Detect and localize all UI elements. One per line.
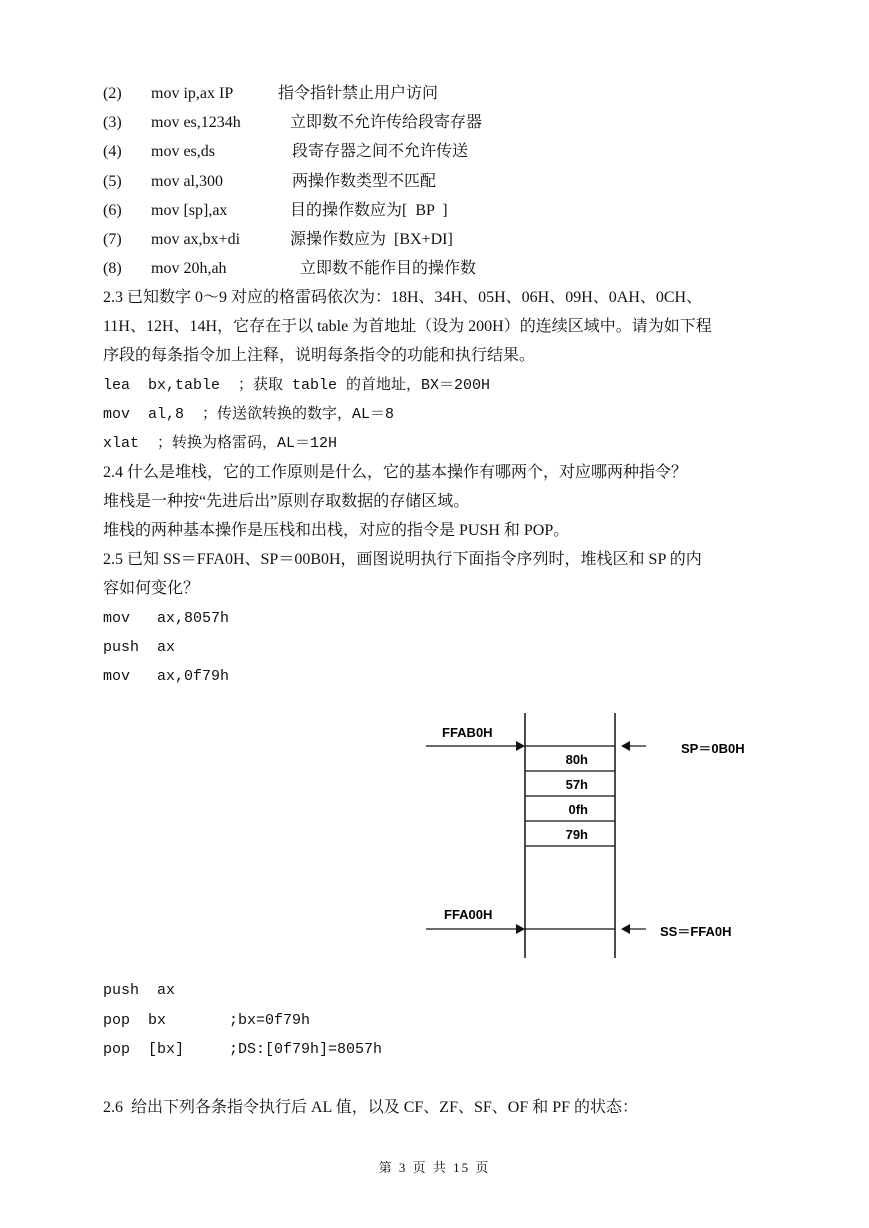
q2-5-code-1: mov ax,8057h <box>103 610 230 627</box>
error-item-note: 段寄存器之间不允许传送 <box>292 143 469 160</box>
q2-3-line-2: 11H、12H、14H，它存在于以 table 为首地址（设为 200H）的连续区域中。请为如下程 <box>103 318 712 335</box>
q2-6-question: 2.6 给出下列各条指令执行后 AL 值，以及 CF、ZF、SF、OF 和 PF 的状态： <box>103 1099 639 1116</box>
error-item-number: (6) <box>103 202 122 219</box>
q2-5-code-3: mov ax,0f79h <box>103 668 230 685</box>
error-item-number: (8) <box>103 260 122 277</box>
error-item-number: (5) <box>103 173 122 190</box>
error-item-instruction: mov [sp],ax <box>151 202 228 219</box>
error-item <box>103 201 448 221</box>
stack-cell-2: 57h <box>565 777 588 792</box>
q2-4-question: 2.4 什么是堆栈，它的工作原则是什么，它的基本操作有哪两个，对应哪两种指令？ <box>103 464 688 481</box>
error-item-note: 立即数不能作目的操作数 <box>300 260 477 277</box>
error-item <box>103 230 453 250</box>
error-item-number: (3) <box>103 114 122 131</box>
ss-label: SS＝FFA0H <box>660 924 732 939</box>
error-item-note: 指令指针禁止用户访问 <box>278 85 439 102</box>
q2-3-code-3: xlat ；转换为格雷码，AL＝12H <box>103 435 338 452</box>
stack-cell-4: 79h <box>565 827 588 842</box>
q2-5-code-4: push ax <box>103 982 176 999</box>
q2-3-line-1: 2.3 已知数字 0～9 对应的格雷码依次为：18H、34H、05H、06H、09H、0AH、0CH、 <box>103 289 703 306</box>
q2-4-answer-2: 堆栈的两种基本操作是压栈和出栈，对应的指令是 PUSH 和 POP。 <box>103 522 570 539</box>
q2-5-code-6: pop [bx] ;DS:[0f79h]=8057h <box>103 1041 383 1058</box>
top-address-label: FFAB0H <box>442 725 493 740</box>
error-item <box>103 84 439 104</box>
stack-cell-1: 80h <box>565 752 588 767</box>
error-item-instruction: mov ax,bx+di <box>151 231 241 248</box>
q2-5-line-1: 2.5 已知 SS＝FFA0H、SP＝00B0H，画图说明执行下面指令序列时，堆栈区和 SP 的内 <box>103 551 702 568</box>
sp-arrowhead <box>621 741 630 751</box>
sp-label: SP＝0B0H <box>681 741 745 756</box>
error-item-note: 目的操作数应为[ BP ] <box>290 202 448 219</box>
bottom-address-arrowhead <box>516 924 525 934</box>
q2-3-code-1: lea bx,table ；获取 table 的首地址，BX＝200H <box>103 377 491 394</box>
stack-diagram <box>420 708 780 963</box>
stack-cell-3: 0fh <box>568 802 588 817</box>
error-item-note: 源操作数应为 [BX+DI] <box>290 231 453 248</box>
ss-arrowhead <box>621 924 630 934</box>
error-item-instruction: mov ip,ax IP <box>151 85 234 102</box>
error-item-number: (4) <box>103 143 122 160</box>
q2-5-line-2: 容如何变化？ <box>103 580 200 597</box>
bottom-address-label: FFA00H <box>444 907 493 922</box>
error-item <box>103 142 469 162</box>
error-item-note: 立即数不允许传给段寄存器 <box>290 114 483 131</box>
error-item-note: 两操作数类型不匹配 <box>292 173 437 190</box>
error-item-instruction: mov al,300 <box>151 173 223 190</box>
error-item <box>103 172 437 192</box>
q2-3-code-2: mov al,8 ；传送欲转换的数字，AL＝8 <box>103 406 395 423</box>
top-address-arrowhead <box>516 741 525 751</box>
error-item-instruction: mov 20h,ah <box>151 260 227 277</box>
error-item <box>103 113 483 133</box>
q2-5-code-2: push ax <box>103 639 176 656</box>
q2-4-answer-1: 堆栈是一种按“先进后出”原则存取数据的存储区域。 <box>103 493 470 510</box>
error-item-instruction: mov es,ds <box>151 143 215 160</box>
error-item <box>103 259 477 279</box>
q2-3-line-3: 序段的每条指令加上注释，说明每条指令的功能和执行结果。 <box>103 347 536 364</box>
error-item-instruction: mov es,1234h <box>151 114 241 131</box>
q2-5-code-5: pop bx ;bx=0f79h <box>103 1012 311 1029</box>
page-footer: 第 3 页 共 15 页 <box>378 1160 491 1175</box>
error-item-number: (2) <box>103 85 122 102</box>
error-item-number: (7) <box>103 231 122 248</box>
